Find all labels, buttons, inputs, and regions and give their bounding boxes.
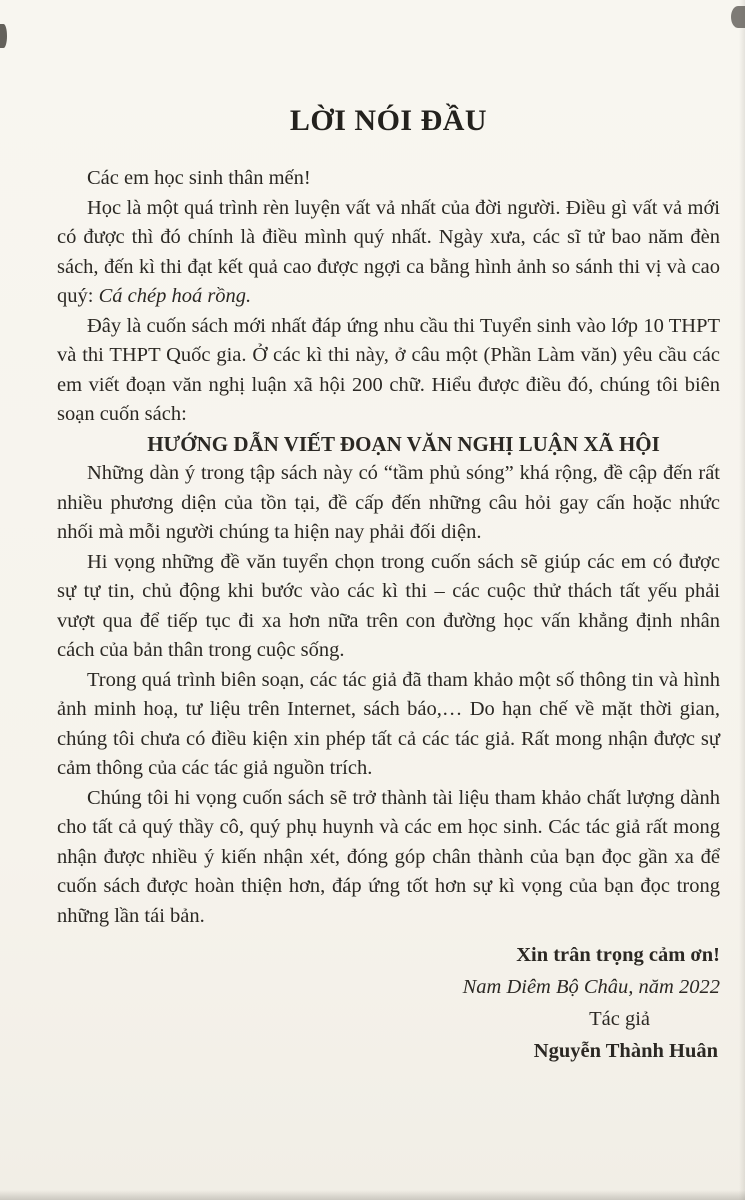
signature-author-name: Nguyễn Thành Huân	[533, 1040, 718, 1062]
paragraph-hope-text: Hi vọng những đề văn tuyển chọn trong cuốn sách sẽ giúp các em có được sự tự tin, chủ động khi bước vào các kì thi – các cuộc thử thách tất yếu phải vượt qua để tiếp tục đi xa hơn nữa trên con đường học vấn khẳng định nhân cách của bản thân trong cuộc sống.	[57, 550, 720, 661]
paragraph-sources	[57, 666, 720, 784]
paragraph-study	[57, 194, 720, 312]
paragraph-sources-text: Trong quá trình biên soạn, các tác giả đã tham khảo một số thông tin và hình ảnh minh hoạ, tư liệu trên Internet, sách báo,… Do hạn chế về mặt thời gian, chúng tôi chưa có điều kiện xin phép tất cả các tác giả. Rất mong nhận được sự cảm thông của các tác giả nguồn trích.	[57, 668, 720, 779]
scan-artifact-top-left	[0, 24, 7, 48]
paragraph-study-text: Học là một quá trình rèn luyện vất vả nhất của đời người. Điều gì vất vả mới có được thì đó chính là điều mình quý nhất. Ngày xưa, các sĩ tử bao năm đèn sách, đến kì thi đạt kết quả cao được ngợi ca bằng hình ảnh so sánh thi vị và cao quý:	[57, 196, 720, 307]
paragraph-hope	[57, 548, 720, 666]
paragraph-book-purpose	[57, 312, 720, 430]
paragraph-coverage	[57, 459, 720, 548]
paragraph-study-idiom: Cá chép hoá rồng.	[98, 285, 252, 307]
paragraph-coverage-text: Những dàn ý trong tập sách này có “tầm phủ sóng” khá rộng, đề cập đến rất nhiều phương diện của tồn tại, đề cấp đến những câu hỏi gay cấn hoặc nhức nhối mà mỗi người chúng ta hiện nay phải đối diện.	[57, 462, 720, 543]
paragraph-greeting-text: Các em học sinh thân mến!	[87, 167, 311, 189]
book-title: HƯỚNG DẪN VIẾT ĐOẠN VĂN NGHỊ LUẬN XÃ HỘI	[147, 431, 660, 456]
signature-place-date: Nam Diêm Bộ Châu, năm 2022	[462, 976, 720, 998]
signature-thanks: Xin trân trọng cảm ơn!	[516, 944, 720, 966]
paragraph-feedback	[57, 784, 720, 932]
scan-shadow-right	[739, 0, 745, 1200]
foreword-body	[57, 164, 720, 931]
page-title: LỜI NÓI ĐẦU	[289, 104, 488, 137]
paragraph-book-purpose-text: Đây là cuốn sách mới nhất đáp ứng nhu cầu thi Tuyển sinh vào lớp 10 THPT và thi THPT Quốc gia. Ở các kì thi này, ở câu một (Phần Làm văn) yêu cầu các em viết đoạn văn nghị luận xã hội 200 chữ. Hiểu được điều đó, chúng tôi biên soạn cuốn sách:	[57, 314, 720, 425]
signature-author-label: Tác giả	[589, 1008, 650, 1030]
signature-block	[57, 939, 720, 1067]
paragraph-feedback-text: Chúng tôi hi vọng cuốn sách sẽ trở thành tài liệu tham khảo chất lượng dành cho tất cả quý thầy cô, quý phụ huynh và các em học sinh. Các tác giả rất mong nhận được nhiều ý kiến nhận xét, đóng góp chân thành của bạn đọc gần xa để cuốn sách được hoàn thiện hơn, đáp ứng tốt hơn sự kì vọng của bạn đọc trong những lần tái bản.	[57, 786, 720, 927]
paragraph-greeting	[57, 164, 720, 194]
scan-shadow-bottom	[0, 1190, 745, 1200]
